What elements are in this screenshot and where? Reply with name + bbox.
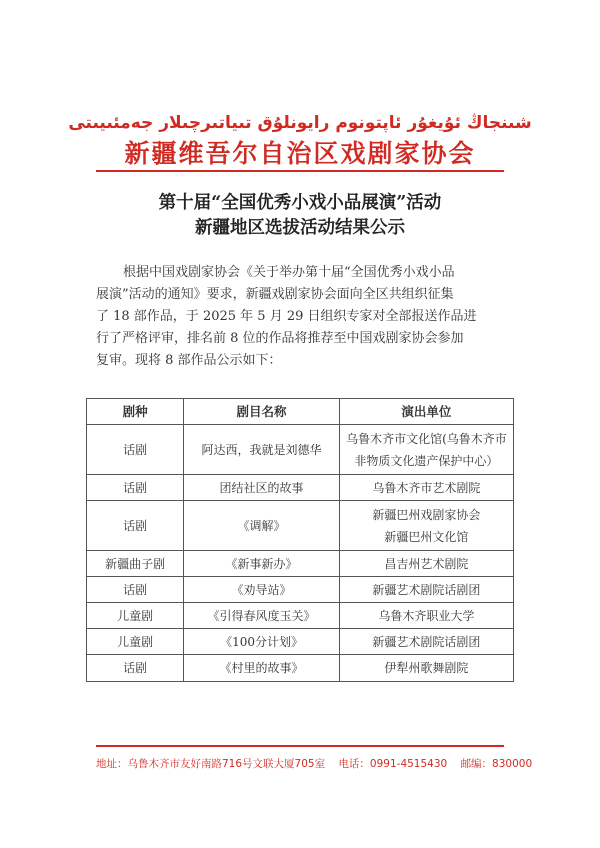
cell-genre: 话剧 (87, 577, 184, 603)
body-line: 根据中国戏剧家协会《关于举办第十届“全国优秀小戏小品 (123, 265, 455, 280)
cell-title: 《村里的故事》 (184, 655, 340, 682)
table-row (87, 629, 514, 655)
title-line-2: 新疆地区选拔活动结果公示 (195, 218, 405, 238)
footer-address: 地址：乌鲁木齐市友好南路716号文联大厦705室 (96, 758, 326, 770)
body-line: 行了严格评审，排名前 8 位的作品将推荐至中国戏剧家协会参加 (96, 331, 464, 346)
org-name-chinese: 新疆维吾尔自治区戏剧家协会 (124, 139, 476, 168)
cell-genre: 话剧 (87, 425, 184, 475)
header-unit: 演出单位 (339, 399, 513, 425)
table-row (87, 501, 514, 551)
footer-phone: 电话：0991-4515430 (338, 758, 448, 770)
footer-contact (96, 756, 533, 771)
cell-genre: 话剧 (87, 655, 184, 682)
cell-title: 《引得春风度玉关》 (184, 603, 340, 629)
letterhead-divider (96, 170, 504, 172)
header-genre: 剧种 (87, 399, 184, 425)
cell-title: 《调解》 (184, 501, 340, 551)
unit-line: 非物质文化遗产保护中心） (354, 453, 499, 468)
cell-genre: 话剧 (87, 501, 184, 551)
title-line-1: 第十届“全国优秀小戏小品展演”活动 (158, 193, 442, 213)
table-row (87, 655, 514, 682)
footer-divider (96, 745, 504, 747)
body-line: 展演”活动的通知》要求，新疆戏剧家协会面向全区共组织征集 (96, 287, 454, 302)
works-table (86, 398, 514, 682)
unit-line: 新疆巴州文化馆 (384, 529, 469, 544)
cell-unit: 乌鲁木齐市艺术剧院 (339, 475, 513, 501)
unit-line: 新疆巴州戏剧家协会 (372, 507, 481, 522)
cell-genre: 儿童剧 (87, 629, 184, 655)
table-row (87, 577, 514, 603)
cell-genre: 新疆曲子剧 (87, 551, 184, 577)
cell-genre: 话剧 (87, 475, 184, 501)
unit-line: 乌鲁木齐市文化馆(乌鲁木齐市 (346, 431, 507, 446)
cell-title: 《新事新办》 (184, 551, 340, 577)
cell-unit (339, 425, 513, 475)
cell-title: 《劝导站》 (184, 577, 340, 603)
cell-unit: 乌鲁木齐职业大学 (339, 603, 513, 629)
cell-genre: 儿童剧 (87, 603, 184, 629)
cell-unit: 伊犁州歌舞剧院 (339, 655, 513, 682)
table-row (87, 603, 514, 629)
body-line: 复审。现将 8 部作品公示如下： (96, 353, 282, 368)
cell-unit: 新疆艺术剧院话剧团 (339, 577, 513, 603)
table-row (87, 475, 514, 501)
footer-postcode: 邮编：830000 (460, 758, 533, 770)
table-row (87, 425, 514, 475)
cell-unit: 新疆艺术剧院话剧团 (339, 629, 513, 655)
cell-unit: 昌吉州艺术剧院 (339, 551, 513, 577)
table-row (87, 551, 514, 577)
table-header-row (87, 399, 514, 425)
body-line: 了 18 部作品，于 2025 年 5 月 29 日组织专家对全部报送作品进 (96, 309, 477, 324)
cell-title: 团结社区的故事 (184, 475, 340, 501)
org-name-uyghur: شىنجاڭ ئۇيغۇر ئاپتونوم رايونلۇق تىياتىرچىلار جەمئىيىتى (68, 113, 532, 133)
header-title: 剧目名称 (184, 399, 340, 425)
cell-title: 阿达西，我就是刘德华 (184, 425, 340, 475)
body-paragraph (96, 262, 504, 372)
cell-title: 《100分计划》 (184, 629, 340, 655)
cell-unit (339, 501, 513, 551)
